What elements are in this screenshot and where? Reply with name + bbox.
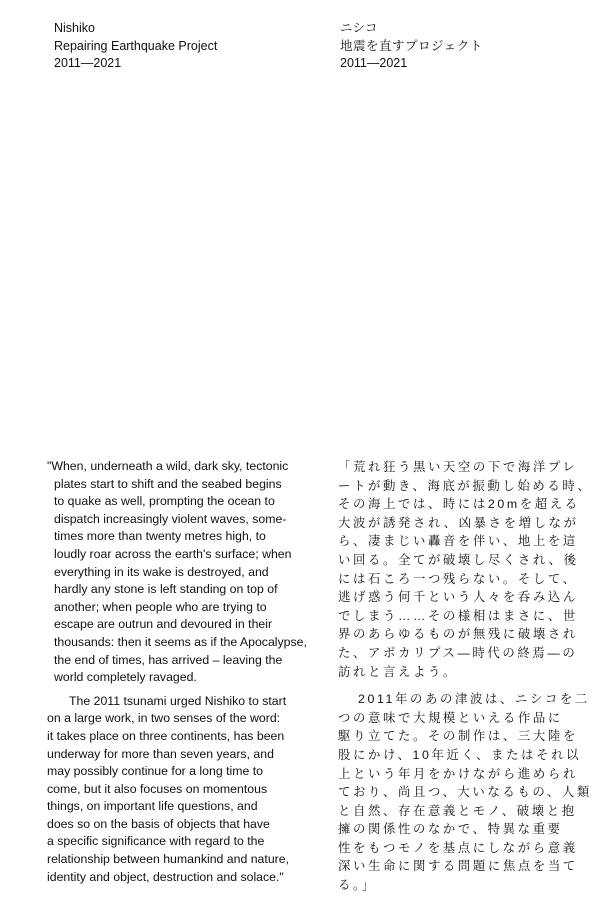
text-line: times more than twenty metres high, to [54,529,266,544]
text-line: 擁の関係性のなかで、特異な重要 [338,822,563,837]
artist-name: Nishiko [54,21,95,35]
text-line: loudly roar across the earth's surface; when [54,546,292,561]
text-line: to quake as well, prompting the ocean to [54,494,275,509]
text-line: underway for more than seven years, and [47,746,274,761]
text-line: 深い生命に関する問題に焦点を当て [338,859,578,874]
text-line: may possibly continue for a long time to [47,764,263,779]
project-years-ja: 2011—2021 [340,56,408,70]
text-line: 2011年のあの津波は、ニシコを二 [358,692,590,707]
japanese-paragraph-2 [338,690,590,895]
text-line: 訪れと言えよう。 [338,664,458,679]
text-line: does so on the basis of objects that have [47,816,270,831]
artist-name-ja: ニシコ [340,21,378,35]
english-paragraph-2 [47,693,337,887]
project-title: Repairing Earthquake Project [54,38,218,53]
project-years: 2011—2021 [54,56,122,70]
text-line: い回る。全てが破壊し尽くされ、後 [338,552,579,567]
text-line: 逃げ惑う何千という人々を呑み込ん [338,590,578,605]
text-line: relationship between humankind and nature, [47,852,290,867]
header-japanese [340,20,483,73]
text-line: hardly any stone is left standing on top of [54,582,278,597]
text-line: things, on important life questions, and [47,799,258,814]
text-line: dispatch increasingly violent waves, some- [54,511,287,526]
text-line: world completely ravaged. [54,670,197,685]
text-line: a specific significance with regard to the [47,834,265,849]
text-line: ており、尚且つ、大いなるもの、人類 [338,785,592,800]
text-line: "When, underneath a wild, dark sky, tectonic [47,459,289,473]
text-line: でしまう……その様相はまさに、世 [338,608,578,623]
text-line: 股にかけ、10年近く、またはそれ以 [338,747,582,762]
text-line: The 2011 tsunami urged Nishiko to start [69,693,287,708]
english-text-column [47,458,337,886]
header-english [54,20,217,73]
text-line: come, but it also focuses on momentous [47,781,268,796]
text-line: thousands: then it seems as if the Apocalypse, [54,634,307,649]
text-line: には石ころ一つ残らない。そして、 [338,571,578,586]
text-line: 上という年月をかけながら進められ [338,766,578,781]
text-line: identity and object, destruction and solace." [47,869,284,884]
text-line: escape are outrun and devoured in their [54,617,273,632]
text-line: ートが動き、海底が振動し始める時、 [338,478,593,493]
english-paragraph-1 [47,458,337,687]
text-line: 界のあらゆるものが無残に破壊され [338,627,578,642]
text-line: the end of times, has arrived – leaving the [54,652,283,667]
text-line: 大波が誘発され、凶暴さを増しなが [338,515,579,530]
text-line: everything in its wake is destroyed, and [54,564,269,579]
text-line: ら、凄まじい轟音を伴い、地上を這 [338,534,578,549]
text-line: つの意味で大規模といえる作品に [338,710,563,725]
japanese-text-column [338,458,593,895]
text-line: plates start to shift and the seabed begins [54,476,282,491]
text-line: it takes place on three continents, has been [47,728,285,743]
text-line: と自然、存在意義とモノ、破壊と抱 [338,803,577,818]
text-line: その海上では、時には20mを超える [338,497,580,512]
text-line: る。」 [338,878,377,893]
project-title-ja: 地震を直すプロジェクト [340,38,483,53]
text-line: た、アポカリプス—時代の終焉—の [338,645,578,660]
text-line: 「荒れ狂う黒い天空の下で海洋プレ [338,460,578,474]
text-line: 駆り立てた。その制作は、三大陸を [338,729,578,744]
text-line: on a large work, in two senses of the word: [47,711,281,726]
text-line: 性をもつモノを基点にしながら意義 [338,840,578,855]
japanese-paragraph-1 [338,458,593,681]
text-line: another; when people who are trying to [54,599,267,614]
